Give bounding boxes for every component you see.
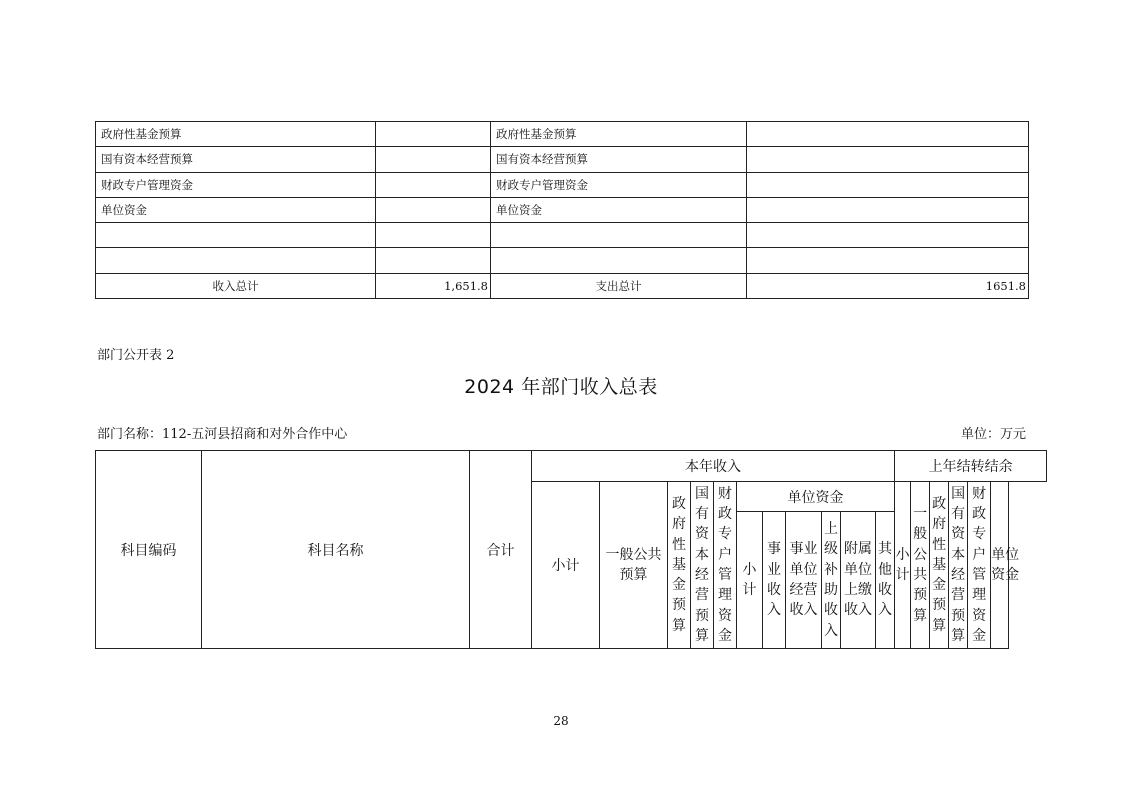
general-public-budget-header: 一般公共预算	[600, 482, 668, 649]
income-item-cell: 财政专户管理资金	[96, 172, 376, 197]
expense-amount-cell	[747, 248, 1029, 273]
income-item-cell	[96, 223, 376, 248]
income-item-cell: 国有资本经营预算	[96, 147, 376, 172]
expense-item-cell: 国有资本经营预算	[491, 147, 747, 172]
income-amount-cell	[376, 122, 491, 147]
expense-item-cell	[491, 248, 747, 273]
prior-subtotal-header: 小计	[895, 482, 911, 649]
income-item-cell: 单位资金	[96, 197, 376, 222]
expense-total-label: 支出总计	[491, 273, 747, 298]
income-expense-summary-table	[95, 121, 1029, 299]
business-income-header: 事业收入	[763, 512, 786, 649]
income-amount-cell	[376, 197, 491, 222]
expense-item-cell: 政府性基金预算	[491, 122, 747, 147]
subject-code-header: 科目编码	[96, 451, 202, 649]
department-name: 部门名称：112-五河县招商和对外合作中心	[97, 427, 348, 442]
gov-fund-budget-header: 政府性基金预算	[668, 482, 691, 649]
table-row	[96, 172, 1029, 197]
table-row	[96, 248, 1029, 273]
income-amount-cell	[376, 223, 491, 248]
table-row	[96, 122, 1029, 147]
expense-total-value: 1651.8	[747, 273, 1029, 298]
prior-state-capital-budget-header: 国有资本经营预算	[949, 482, 968, 649]
page-number: 28	[553, 714, 569, 728]
unit-label: 单位：万元	[960, 427, 1026, 442]
income-total-value: 1,651.8	[376, 273, 491, 298]
expense-item-cell: 财政专户管理资金	[491, 172, 747, 197]
page-title: 2024 年部门收入总表	[464, 376, 658, 398]
table-row	[96, 197, 1029, 222]
total-header: 合计	[470, 451, 532, 649]
table-row	[96, 147, 1029, 172]
prior-year-carryover-header: 上年结转结余	[895, 451, 1047, 482]
prior-fiscal-special-account-header: 财政专户管理资金	[968, 482, 991, 649]
income-total-label: 收入总计	[96, 273, 376, 298]
unit-subtotal-header: 小计	[737, 512, 763, 649]
prior-general-public-budget-header: 一般公共预算	[911, 482, 930, 649]
other-income-header: 其他收入	[876, 512, 895, 649]
expense-amount-cell	[747, 197, 1029, 222]
expense-item-cell	[491, 223, 747, 248]
table-row	[96, 223, 1029, 248]
expense-amount-cell	[747, 122, 1029, 147]
expense-item-cell: 单位资金	[491, 197, 747, 222]
prior-gov-fund-budget-header: 政府性基金预算	[930, 482, 949, 649]
expense-amount-cell	[747, 223, 1029, 248]
expense-amount-cell	[747, 147, 1029, 172]
affiliated-unit-income-header: 附属单位上缴收入	[841, 512, 876, 649]
business-unit-operating-income-header: 事业单位经营收入	[786, 512, 822, 649]
fiscal-special-account-header: 财政专户管理资金	[714, 482, 737, 649]
income-item-cell	[96, 248, 376, 273]
total-row	[96, 273, 1029, 298]
subtotal-header: 小计	[532, 482, 600, 649]
income-amount-cell	[376, 147, 491, 172]
income-item-cell: 政府性基金预算	[96, 122, 376, 147]
current-year-income-header: 本年收入	[532, 451, 895, 482]
unit-funds-header: 单位资金	[737, 482, 895, 512]
superior-subsidy-income-header: 上级补助收入	[822, 512, 841, 649]
state-capital-budget-header: 国有资本经营预算	[691, 482, 714, 649]
subject-name-header: 科目名称	[202, 451, 470, 649]
expense-amount-cell	[747, 172, 1029, 197]
income-amount-cell	[376, 172, 491, 197]
department-income-table	[95, 450, 1047, 649]
income-amount-cell	[376, 248, 491, 273]
table-number-label: 部门公开表 2	[97, 348, 175, 363]
prior-unit-funds-header: 单位资金	[991, 482, 1009, 649]
